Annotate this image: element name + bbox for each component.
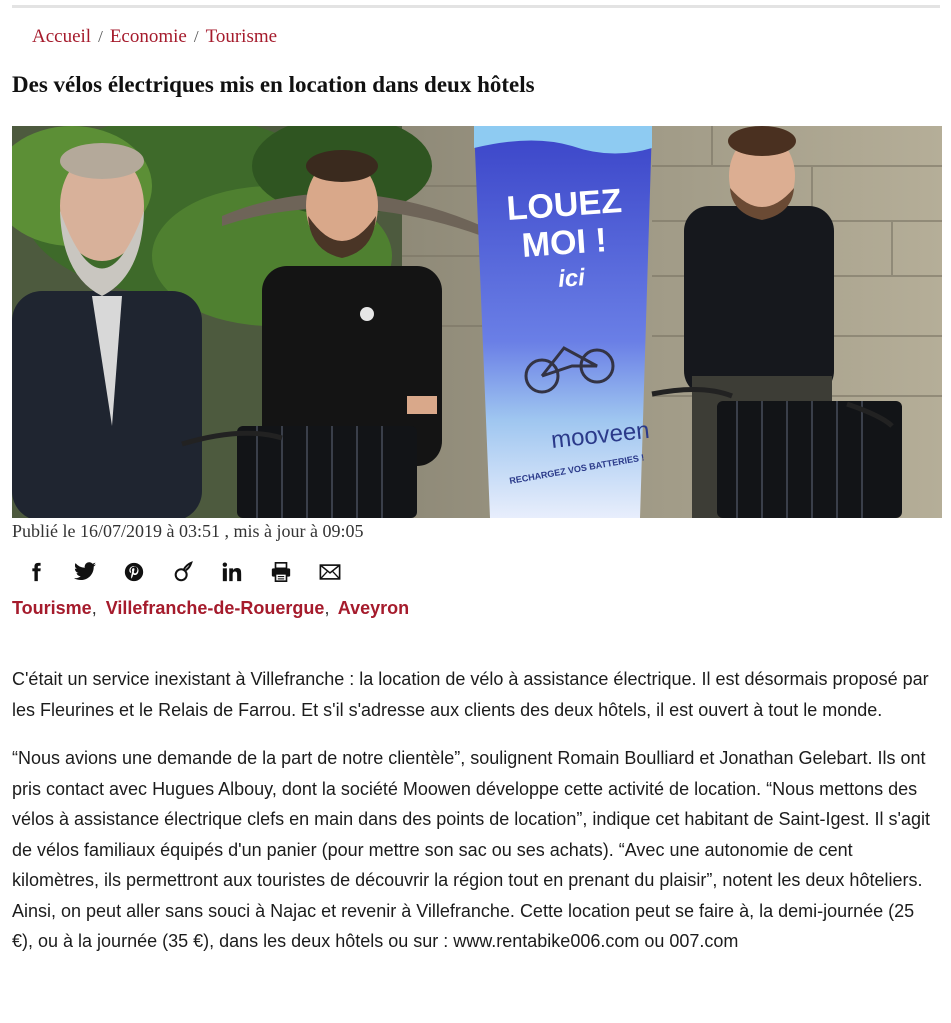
article-photo	[12, 126, 942, 518]
breadcrumb-tourisme[interactable]: Tourisme	[205, 26, 278, 47]
tag-tourisme[interactable]: Tourisme	[12, 598, 92, 618]
email-icon[interactable]	[318, 560, 342, 584]
banner-line2: MOI !	[520, 221, 608, 265]
share-bar	[24, 558, 367, 586]
tag-villefranche-de-rouergue[interactable]: Villefranche-de-Rouergue	[105, 598, 325, 618]
tag-aveyron[interactable]: Aveyron	[337, 598, 410, 618]
article-title: Des vélos électriques mis en location dans deux hôtels	[12, 72, 535, 97]
pinterest-icon[interactable]	[122, 560, 146, 584]
article-body	[12, 664, 940, 975]
banner-line3: ici	[557, 264, 586, 293]
banner-brand: mooveen	[549, 416, 651, 454]
breadcrumb-economie[interactable]: Economie	[109, 26, 187, 47]
banner-tagline: RECHARGEZ VOS BATTERIES !	[508, 452, 646, 486]
banner-line1: LOUEZ	[505, 182, 624, 228]
publication-date: Publié le 16/07/2019 à 03:51 , mis à jour à 09:05	[12, 521, 364, 541]
breadcrumb-separator: /	[98, 27, 103, 46]
linkedin-icon[interactable]	[220, 560, 244, 584]
breadcrumb-home[interactable]: Accueil	[32, 26, 92, 47]
viadeo-icon[interactable]	[171, 560, 195, 584]
twitter-icon[interactable]	[73, 560, 97, 584]
article-paragraph: “Nous avions une demande de la part de notre clientèle”, soulignent Romain Boulliard et Jonathan Gelebart. Ils ont pris contact avec Hugues Albouy, dont la société Moowen développe cette activité de location. “Nous mettons des vélos à assistance électrique clefs en main dans des points de location”, indique cet habitant de Saint-Igest. Il s'agit de vélos familiaux équipés d'un panier (pour mettre son sac ou ses achats). “Avec une autonomie de cent kilomètres, ils permettront aux touristes de découvrir la région tout en prenant du plaisir”, notent les deux hôteliers. Ainsi, on peut aller sans souci à Najac et revenir à Villefranche. Cette location peut se faire à, la demi-journée (25 €), ou à la journée (35 €), dans les deux hôtels ou sur : www.rentabike006.com ou 007.com	[12, 748, 930, 951]
article-paragraph: C'était un service inexistant à Villefranche : la location de vélo à assistance électrique. Il est désormais proposé par les Fleurines et le Relais de Farrou. Et s'il s'adresse aux clients des deux hôtels, il est ouvert à tout le monde.	[12, 669, 929, 720]
breadcrumb-separator: /	[193, 27, 199, 46]
breadcrumb	[32, 26, 277, 48]
facebook-icon[interactable]	[24, 560, 48, 584]
print-icon[interactable]	[269, 560, 293, 584]
top-divider	[12, 5, 940, 8]
article-tags: Tourisme, Villefranche-de-Rouergue, Aveyron	[12, 598, 410, 618]
